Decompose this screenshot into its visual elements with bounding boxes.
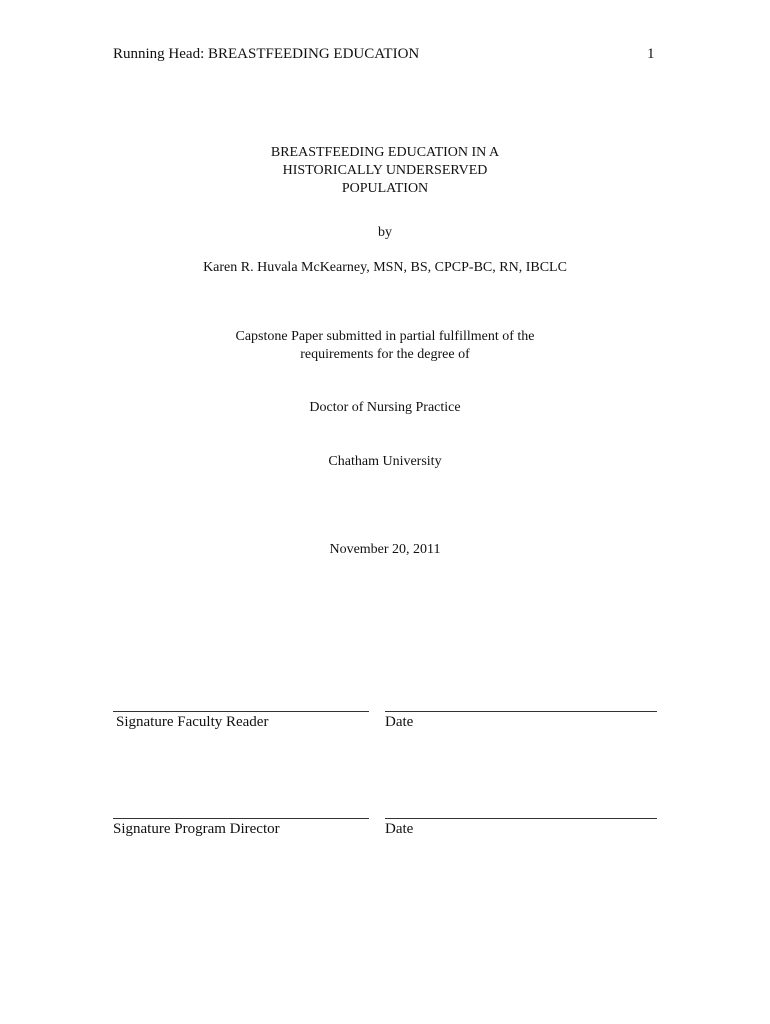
title-line-1: BREASTFEEDING EDUCATION IN A (270, 145, 500, 160)
byline-by: by (378, 225, 392, 240)
date-label-faculty-reader: Date (385, 714, 414, 730)
signature-label-faculty-reader: Signature Faculty Reader (116, 714, 269, 730)
date-line-program-director (385, 818, 657, 819)
submission-line-1: Capstone Paper submitted in partial fulfillment of the (235, 329, 535, 344)
submission-line-2: requirements for the degree of (300, 347, 470, 362)
signature-line-program-director (113, 818, 369, 819)
signature-line-faculty-reader (113, 711, 369, 712)
signature-label-program-director: Signature Program Director (113, 821, 280, 837)
submission-date: November 20, 2011 (329, 542, 441, 557)
university-name: Chatham University (328, 454, 442, 469)
page-number: 1 (647, 46, 655, 62)
title-line-2: HISTORICALLY UNDERSERVED (282, 163, 488, 178)
date-line-faculty-reader (385, 711, 657, 712)
title-line-3: POPULATION (341, 181, 429, 196)
running-head: Running Head: BREASTFEEDING EDUCATION (113, 46, 420, 62)
degree-name: Doctor of Nursing Practice (309, 400, 461, 415)
date-label-program-director: Date (385, 821, 414, 837)
author-name: Karen R. Huvala McKearney, MSN, BS, CPCP-BC, RN, IBCLC (203, 260, 567, 275)
